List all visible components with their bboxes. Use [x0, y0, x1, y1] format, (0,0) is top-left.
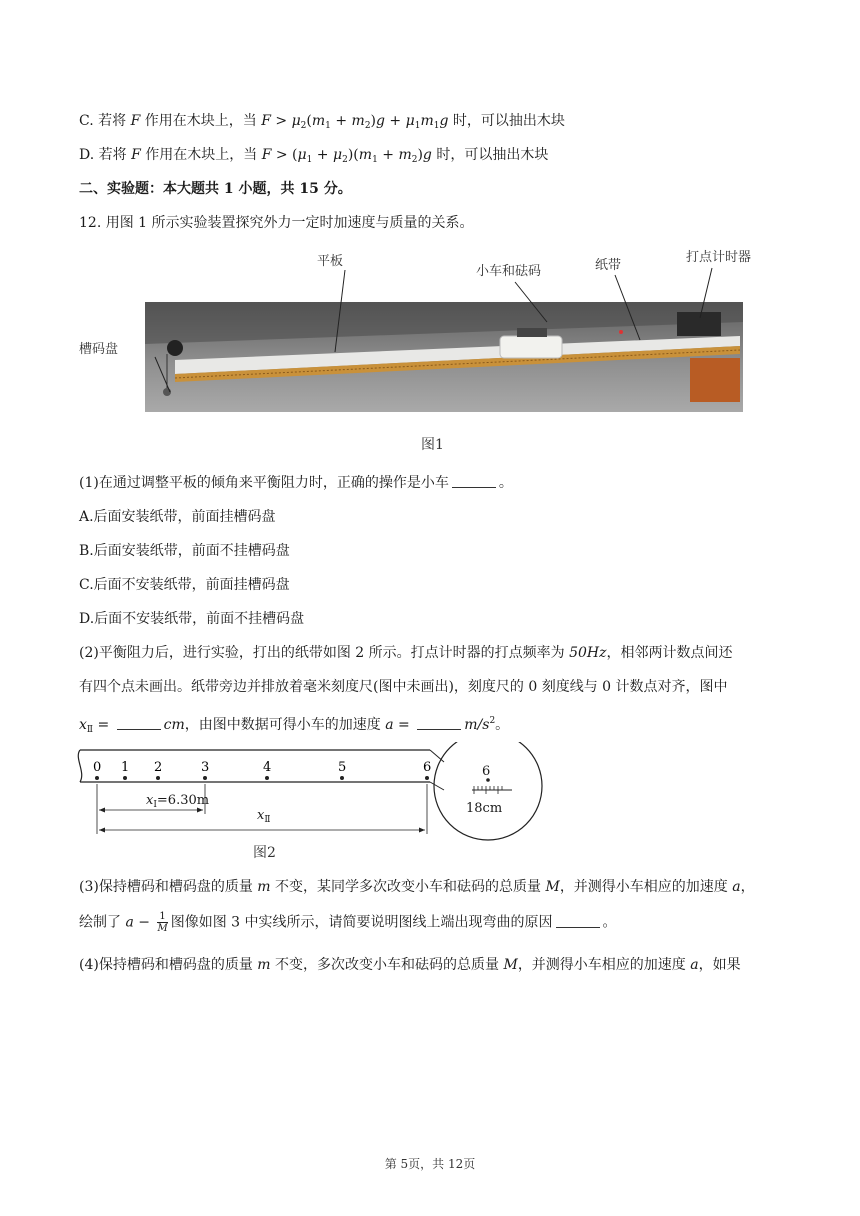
- tape-point-label-1: 1: [121, 760, 130, 775]
- apparatus-photo: [145, 302, 743, 412]
- question-12: 12. 用图 1 所示实验装置探究外力一定时加速度与质量的关系。: [79, 215, 474, 231]
- figure2-caption: 图2: [253, 845, 276, 861]
- option-d: D. 若将 F 作用在木块上，当 $F > (\mu_1 + \mu_2)(m_1 + m_2)g$ 时，可以抽出木块: [79, 147, 549, 165]
- answer-blank-a[interactable]: [417, 717, 461, 730]
- tape-point-3: [203, 776, 207, 780]
- answer-blank-3[interactable]: [556, 915, 600, 928]
- choice-d: D.后面不安装纸带，前面不挂槽码盘: [79, 611, 305, 627]
- question-2-line2: 有四个点未画出。纸带旁边并排放着毫米刻度尺(图中未画出)，刻度尺的 0 刻度线与 0 计数点对齐，图中: [79, 679, 728, 695]
- section-heading: 二、实验题：本大题共 1 小题，共 15 分。: [79, 181, 352, 197]
- choice-c: C.后面不安装纸带，前面挂槽码盘: [79, 577, 290, 593]
- choice-a: A.后面安装纸带，前面挂槽码盘: [79, 509, 276, 525]
- tape-point-5: [340, 776, 344, 780]
- label-timer: 打点计时器: [686, 250, 752, 265]
- label-plate: 平板: [317, 254, 344, 269]
- answer-blank-x2[interactable]: [117, 717, 161, 730]
- tape-point-6: [425, 776, 429, 780]
- tape-point-label-4: 4: [263, 760, 272, 775]
- tape-point-label-3: 3: [201, 760, 210, 775]
- question-2-line1: (2)平衡阻力后，进行实验，打出的纸带如图 2 所示。打点计时器的打点频率为 50Hz，相邻两计数点间还: [79, 645, 733, 661]
- question-2-line3: $x_Ⅱ$ = cm，由图中数据可得小车的加速度 $a = m/s^2$。: [79, 716, 510, 735]
- x2-label: $x_Ⅱ$: [257, 808, 271, 825]
- label-tray: 槽码盘: [79, 342, 119, 357]
- figure1-caption: 图1: [421, 437, 444, 453]
- label-tape: 纸带: [595, 258, 622, 273]
- page-footer: 第 5页，共 12页: [384, 1157, 476, 1171]
- tape-point-label-6: 6: [423, 760, 432, 775]
- tape-point-label-2: 2: [154, 760, 163, 775]
- label-cart: 小车和砝码: [476, 264, 542, 279]
- question-4-line1: (4)保持槽码和槽码盘的质量 m 不变，多次改变小车和砝码的总质量 M，并测得小车相应的加速度 a，如果: [79, 957, 741, 973]
- question-3-line2: 绘制了 a − $\frac{1}{M}$ 图像如图 3 中实线所示，请简要说明图线上端出现弯曲的原因 。: [79, 911, 617, 934]
- tape-point-label-0: 0: [93, 760, 102, 775]
- tape-point-1: [123, 776, 127, 780]
- tape-point-label-5: 5: [338, 760, 347, 775]
- question-1: (1)在通过调整平板的倾角来平衡阻力时，正确的操作是小车 。: [79, 475, 513, 491]
- tape-point-2: [156, 776, 160, 780]
- option-c: C. 若将 F 作用在木块上，当 $F > \mu_2(m_1 + m_2)g + \mu_1m_1g$ 时，可以抽出木块: [79, 113, 565, 131]
- zoom-point-label: 6: [482, 764, 491, 779]
- fraction-1-over-m: $\frac{1}{M}$: [157, 911, 168, 934]
- tape-point-4: [265, 776, 269, 780]
- x1-label: $x_Ⅰ=6.30m$: [146, 793, 210, 810]
- question-3-line1: (3)保持槽码和槽码盘的质量 m 不变，某同学多次改变小车和砝码的总质量 M，并测得小车相应的加速度 a，: [79, 879, 755, 895]
- answer-blank-1[interactable]: [452, 475, 496, 488]
- zoom-scale-label: 18cm: [466, 801, 503, 816]
- tape-point-0: [95, 776, 99, 780]
- choice-b: B.后面安装纸带，前面不挂槽码盘: [79, 543, 290, 559]
